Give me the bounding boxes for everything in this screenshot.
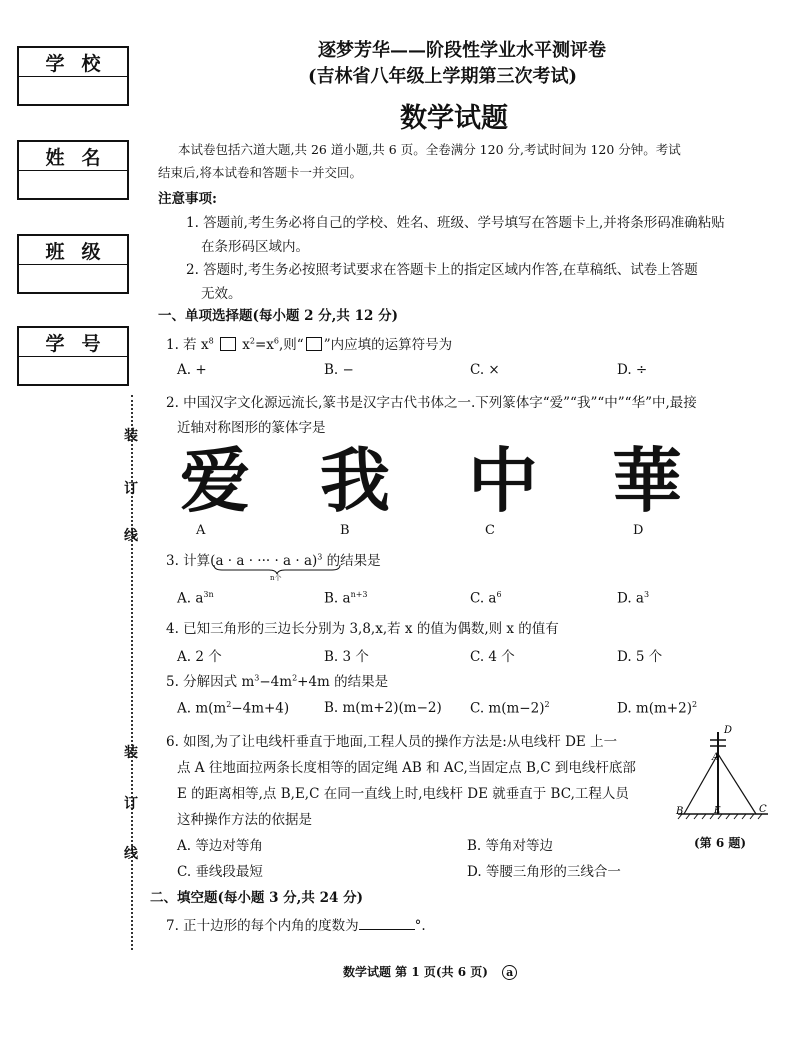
binding-mark-zhuang-1: 装 xyxy=(124,428,138,444)
name-label-2: 名 xyxy=(81,146,101,169)
q6-option-a: A. 等边对等角 xyxy=(177,838,263,854)
q2-label-c: C xyxy=(485,523,495,538)
intro-line-2: 结束后,将本试卷和答题卡一并交回。 xyxy=(158,165,362,180)
q4-option-c: C. 4 个 xyxy=(470,649,515,665)
section-2-title: 二、填空题(每小题 3 分,共 24 分) xyxy=(150,890,363,906)
q1-option-d: D. ÷ xyxy=(617,362,648,378)
q1-blank-box-2 xyxy=(306,337,322,351)
q1-option-b: B. − xyxy=(324,362,354,378)
q2-label-d: D xyxy=(633,523,644,538)
q5-option-a: A. $m(m^2-4m+4)$ xyxy=(177,700,290,717)
binding-mark-ding-1: 订 xyxy=(124,481,138,497)
intro-line-1: 本试卷包括六道大题,共 26 道小题,共 6 页。全卷满分 120 分,考试时间为 120 分钟。考试 xyxy=(178,142,681,157)
q1-blank-box xyxy=(220,337,236,351)
q3-option-b: B. $a^{n+3}$ xyxy=(324,590,368,607)
q3-option-a: A. $a^{3n}$ xyxy=(177,590,214,607)
seal-glyph-b: 我 xyxy=(320,439,390,522)
q3-brace-label: n个 xyxy=(270,574,282,582)
q1-stem: 1. 若 $x^8$ $x^2=x^6$,则“ ”内应填的运算符号为 xyxy=(166,336,453,353)
q7-stem: 7. 正十边形的每个内角的度数为 °. xyxy=(166,918,426,934)
seal-glyph-c: 中 xyxy=(468,439,538,522)
q6-option-c: C. 垂线段最短 xyxy=(177,864,263,880)
version-mark: a xyxy=(502,965,517,980)
exam-title: (吉林省八年级上学期第三次考试) xyxy=(308,66,578,87)
school-label-2: 校 xyxy=(81,52,101,75)
q6-figure-caption: (第 6 题) xyxy=(694,836,747,850)
notes-title: 注意事项: xyxy=(158,191,217,207)
q5-option-d: D. $m(m+2)^2$ xyxy=(617,700,698,717)
q6-line-4: 这种操作方法的依据是 xyxy=(177,812,312,828)
fig-label-e: E xyxy=(714,806,721,816)
series-title: 逐梦芳华——阶段性学业水平测评卷 xyxy=(318,40,606,61)
q5-stem: 5. 分解因式 $m^3-4m^2+4m$ 的结果是 xyxy=(166,673,389,690)
section-1-title: 一、单项选择题(每小题 2 分,共 12 分) xyxy=(158,308,398,324)
q2-label-b: B xyxy=(340,523,350,538)
q5-option-b: B. m(m+2)(m−2) xyxy=(324,700,442,716)
q4-stem: 4. 已知三角形的三边长分别为 3,8,x,若 x 的值为偶数,则 x 的值有 xyxy=(166,621,559,637)
notes-item-2-cont: 无效。 xyxy=(201,286,242,302)
q7-answer-blank xyxy=(359,929,415,930)
id-label-1: 学 xyxy=(45,332,65,355)
q4-option-a: A. 2 个 xyxy=(177,649,222,665)
school-field xyxy=(17,46,129,106)
q6-line-1: 6. 如图,为了让电线杆垂直于地面,工程人员的操作方法是:从电线杆 DE 上一 xyxy=(166,734,618,750)
binding-mark-xian-2: 线 xyxy=(124,846,138,862)
notes-item-2: 2. 答题时,考生务必按照考试要求在答题卡上的指定区域内作答,在草稿纸、试卷上答题 xyxy=(186,262,698,278)
q2-stem-line-1: 2. 中国汉字文化源远流长,篆书是汉字古代书体之一.下列篆体字“爱”“我”“中”“华”中,最接 xyxy=(166,395,697,411)
class-field xyxy=(17,234,129,294)
binding-mark-xian-1: 线 xyxy=(124,528,138,544)
fig-label-d: D xyxy=(724,725,733,736)
notes-item-1: 1. 答题前,考生务必将自己的学校、姓名、班级、学号填写在答题卡上,并将条形码准确粘贴 xyxy=(186,215,725,231)
q3-option-c: C. $a^6$ xyxy=(470,590,502,607)
q4-option-d: D. 5 个 xyxy=(617,649,663,665)
q6-option-b: B. 等角对等边 xyxy=(467,838,554,854)
binding-mark-zhuang-2: 装 xyxy=(124,745,138,761)
id-label-2: 号 xyxy=(81,332,101,355)
q5-option-c: C. $m(m-2)^2$ xyxy=(470,700,550,717)
name-field xyxy=(17,140,129,200)
q6-figure xyxy=(674,722,774,822)
q2-stem-line-2: 近轴对称图形的篆体字是 xyxy=(177,420,326,436)
binding-mark-ding-2: 订 xyxy=(124,796,138,812)
school-label-1: 学 xyxy=(45,52,65,75)
q6-option-d: D. 等腰三角形的三线合一 xyxy=(467,864,621,880)
q2-label-a: A xyxy=(196,523,206,538)
q6-line-3: E 的距离相等,点 B,E,C 在同一直线上时,电线杆 DE 就垂直于 BC,工程人员 xyxy=(177,786,629,802)
q4-option-b: B. 3 个 xyxy=(324,649,369,665)
seal-glyph-a: 爱 xyxy=(180,439,250,522)
q6-line-2: 点 A 往地面拉两条长度相等的固定绳 AB 和 AC,当固定点 B,C 到电线杆底部 xyxy=(177,760,636,776)
notes-item-1-cont: 在条形码区域内。 xyxy=(201,239,309,255)
name-label-1: 姓 xyxy=(45,146,65,169)
class-label-1: 班 xyxy=(45,240,65,263)
fig-label-b: B xyxy=(676,806,684,817)
q1-option-c: C. × xyxy=(470,362,500,378)
class-label-2: 级 xyxy=(81,240,101,263)
student-id-field xyxy=(17,326,129,386)
fig-label-c: C xyxy=(759,804,767,815)
q3-stem: 3. 计算(a · a · ··· · a · a)$^3$ 的结果是 xyxy=(166,552,381,569)
subject-title: 数学试题 xyxy=(400,103,508,134)
seal-glyph-d: 華 xyxy=(612,439,682,522)
page-footer: 数学试题 第 1 页(共 6 页) a xyxy=(343,963,517,980)
q3-option-d: D. $a^3$ xyxy=(617,590,650,607)
q1-option-a: A. + xyxy=(177,362,207,378)
fig-label-a: A xyxy=(712,752,720,763)
